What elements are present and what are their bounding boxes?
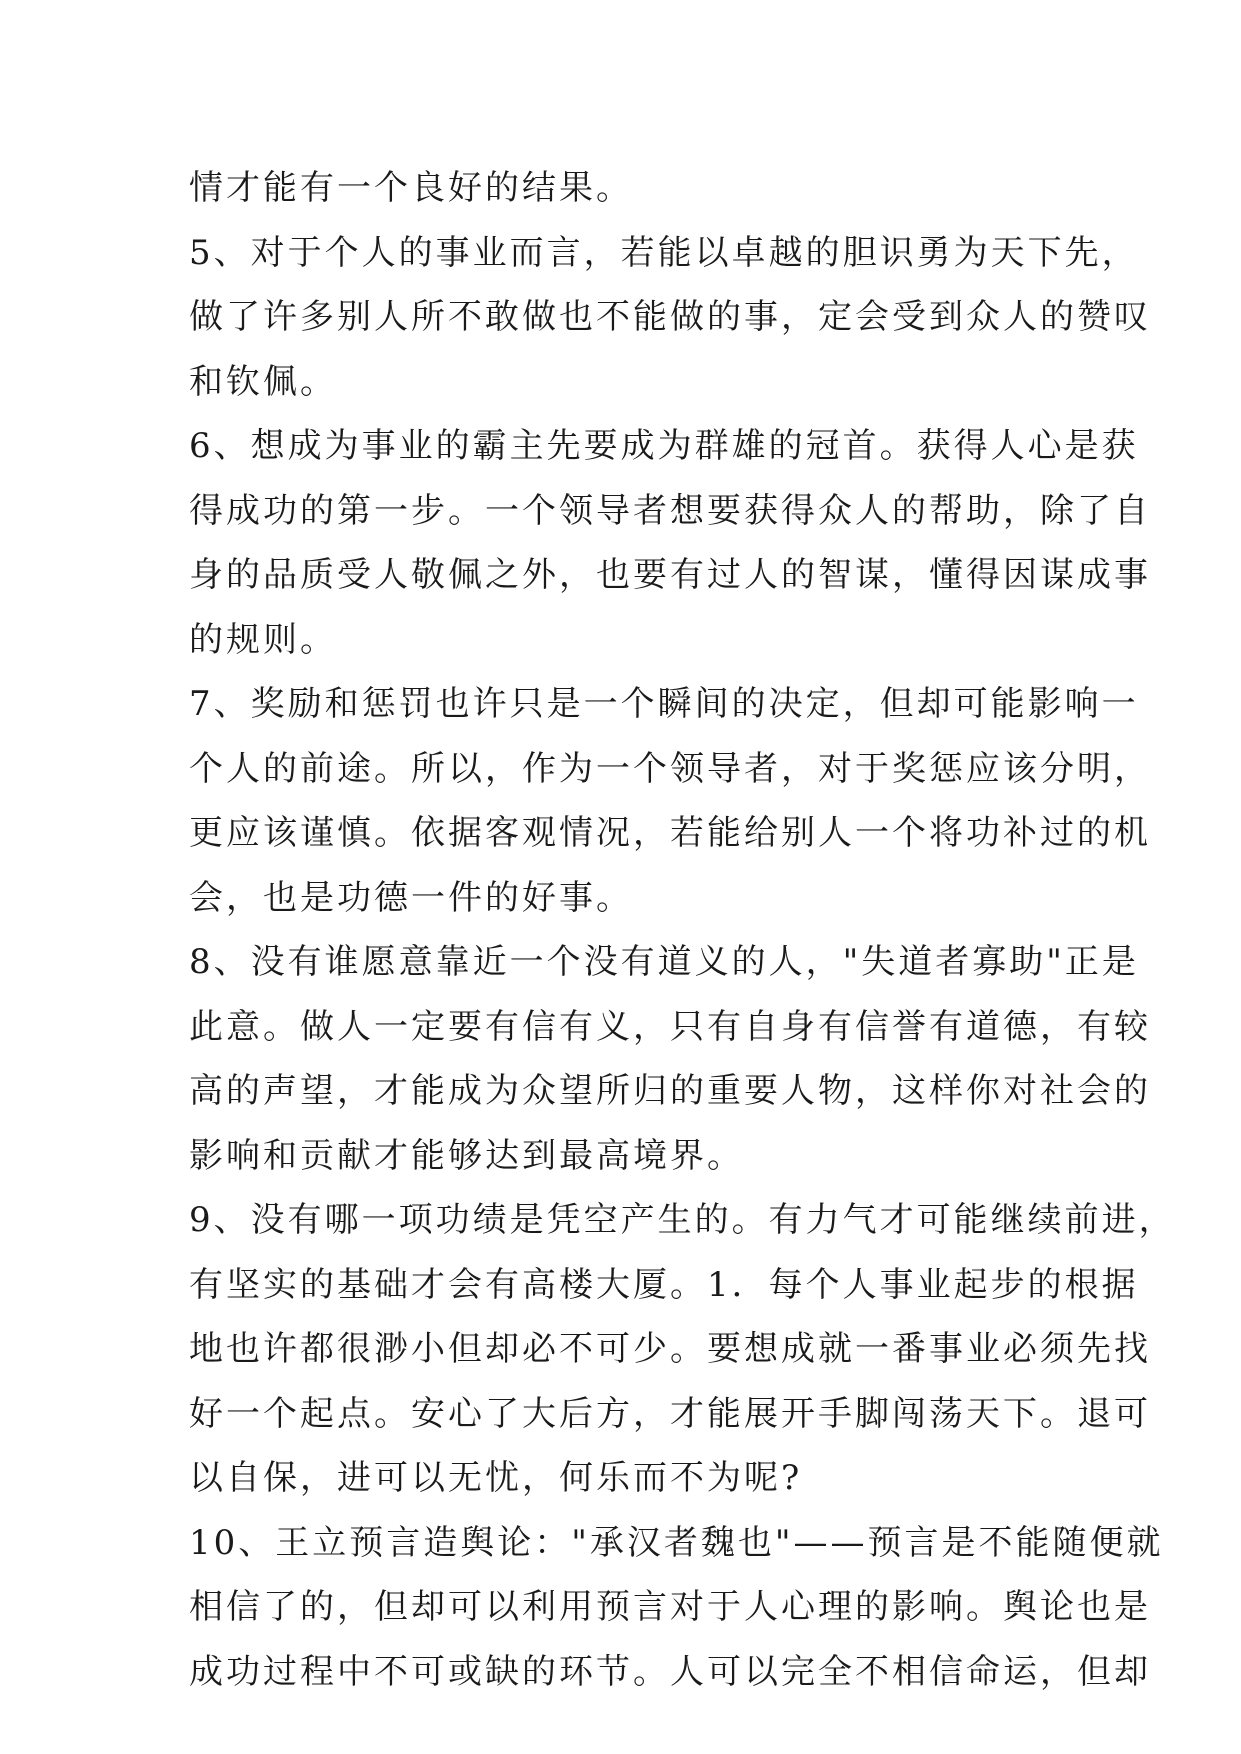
text-line: 会，也是功德一件的好事。 [189, 877, 633, 918]
text-line: 5、对于个人的事业而言，若能以卓越的胆识勇为天下先， [189, 232, 1139, 273]
text-line: 更应该谨慎。依据客观情况，若能给别人一个将功补过的机 [189, 813, 1151, 853]
text-line: 身的品质受人敬佩之外，也要有过人的智谋，懂得因谋成事 [189, 555, 1151, 595]
text-line: 情才能有一个良好的结果。 [189, 168, 633, 208]
text-line: 好一个起点。安心了大后方，才能展开手脚闯荡天下。退可 [189, 1393, 1151, 1434]
text-line: 此意。做人一定要有信有义，只有自身有信誉有道德，有较 [189, 1006, 1151, 1047]
text-line: 做了许多别人所不敢做也不能做的事，定会受到众人的赞叹 [189, 297, 1151, 337]
text-line: 和钦佩。 [189, 361, 337, 402]
text-line: 地也许都很渺小但却必不可少。要想成就一番事业必须先找 [189, 1329, 1151, 1369]
text-line: 个人的前途。所以，作为一个领导者，对于奖惩应该分明， [189, 748, 1151, 789]
text-line: 成功过程中不可或缺的环节。人可以完全不相信命运，但却 [189, 1651, 1151, 1692]
text-line: 9、没有哪一项功绩是凭空产生的。有力气才可能继续前进， [189, 1200, 1176, 1240]
text-line: 以自保，进可以无忧，何乐而不为呢? [189, 1458, 803, 1498]
text-line: 6、想成为事业的霸主先要成为群雄的冠首。获得人心是获 [189, 426, 1139, 466]
text-line: 相信了的，但却可以利用预言对于人心理的影响。舆论也是 [189, 1587, 1151, 1627]
text-line: 的规则。 [189, 619, 337, 660]
text-line: 高的声望，才能成为众望所归的重要人物，这样你对社会的 [189, 1071, 1151, 1111]
text-line: 得成功的第一步。一个领导者想要获得众人的帮助，除了自 [189, 490, 1151, 531]
body-text [189, 156, 1176, 1704]
text-line: 10、王立预言造舆论："承汉者魏也"——预言是不能随便就 [189, 1522, 1164, 1563]
text-line: 8、没有谁愿意靠近一个没有道义的人，"失道者寡助"正是 [189, 942, 1139, 982]
text-line: 影响和贡献才能够达到最高境界。 [189, 1135, 744, 1176]
text-line: 有坚实的基础才会有高楼大厦。1．每个人事业起步的根据 [189, 1264, 1139, 1305]
text-line: 7、奖励和惩罚也许只是一个瞬间的决定，但却可能影响一 [189, 684, 1139, 724]
